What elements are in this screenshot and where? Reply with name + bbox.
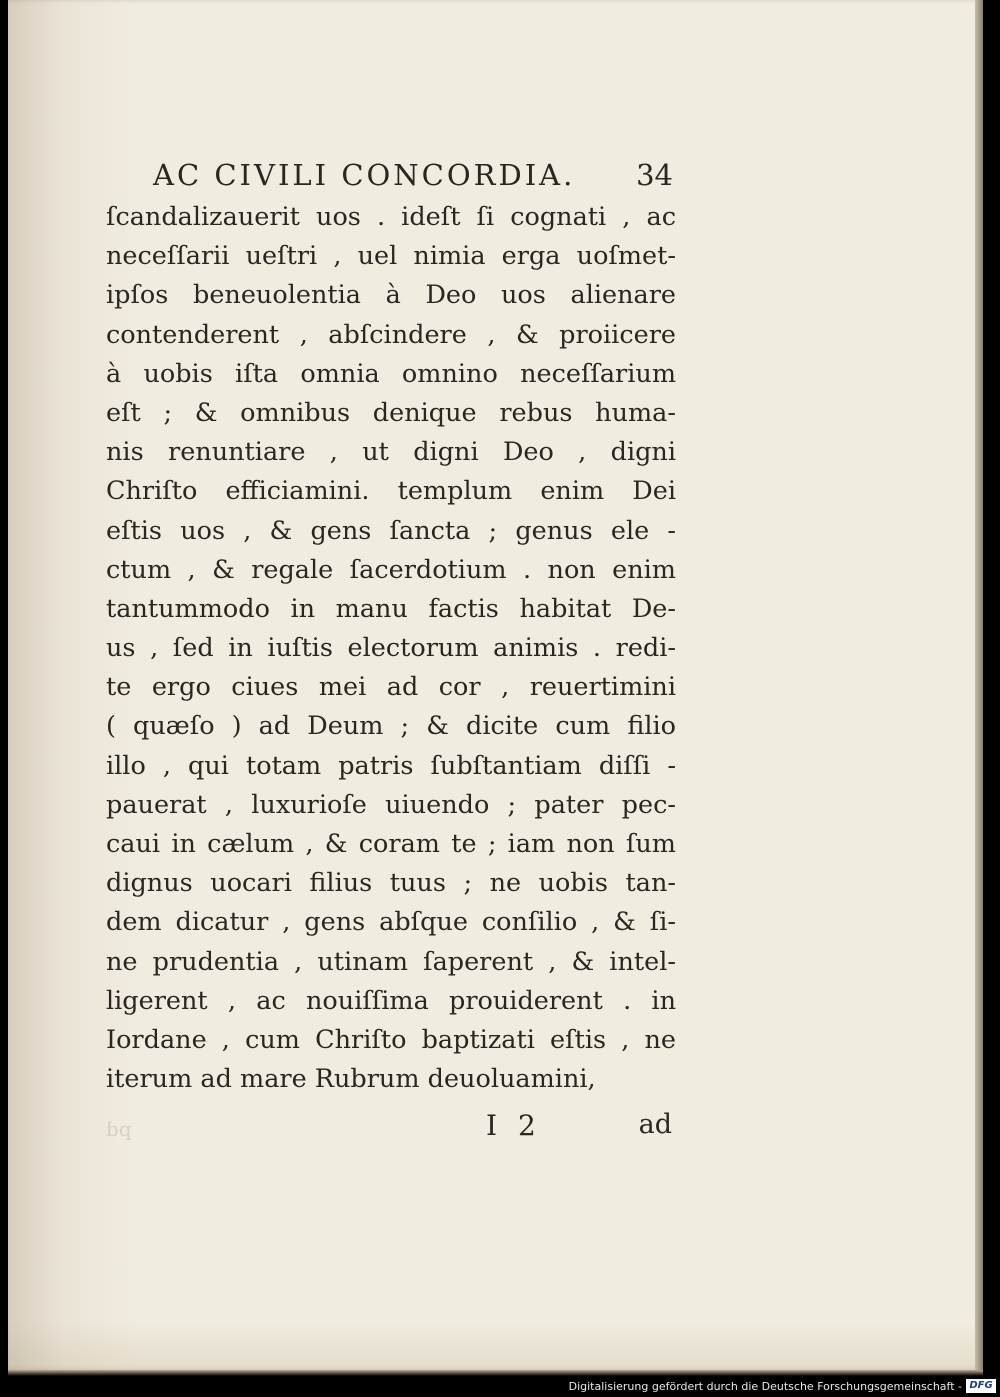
funding-credit: Digitalisierung gefördert durch die Deutsche Forschungsgemeinschaft - xyxy=(568,1380,962,1393)
running-head xyxy=(153,158,673,198)
catchword: ad xyxy=(638,1109,672,1140)
page-number: 34 xyxy=(636,158,673,192)
text-line: eſtis uos , & gens ſancta ; genus ele - xyxy=(106,515,676,546)
text-line: dignus uocari filius tuus ; ne uobis tan- xyxy=(106,868,676,899)
body-text xyxy=(106,198,676,1099)
text-line: ( quæſo ) ad Deum ; & dicite cum filio xyxy=(106,711,676,742)
text-line: ligerent , ac nouiſſima prouiderent . in xyxy=(106,985,676,1016)
text-line: dem dicatur , gens abſque conſilio , & ſi- xyxy=(106,907,676,938)
text-line: pauerat , luxurioſe uiuendo ; pater pec- xyxy=(106,789,676,820)
text-line: tantummodo in manu factis habitat De- xyxy=(106,593,676,624)
page-fore-edge xyxy=(975,0,983,1370)
page-footer xyxy=(106,1105,676,1145)
credit-bar xyxy=(0,1376,1000,1397)
text-line: caui in cælum , & coram te ; iam non ſum xyxy=(106,829,676,859)
text-line: à uobis iſta omnia omnino neceſſarium xyxy=(106,358,676,389)
signature-mark: I 2 xyxy=(486,1109,542,1142)
dfg-logo-icon: DFG xyxy=(966,1379,996,1393)
text-line: contenderent , abſcindere , & proiicere xyxy=(106,319,676,350)
text-line: ctum , & regale ſacerdotium . non enim xyxy=(106,554,676,585)
show-through-text: pd xyxy=(106,1117,132,1141)
running-title: AC CIVILI CONCORDIA. xyxy=(153,158,576,192)
text-line: ne prudentia , utinam ſaperent , & intel- xyxy=(106,946,676,977)
text-line: te ergo ciues mei ad cor , reuertimini xyxy=(106,672,676,703)
text-line: ipſos beneuolentia à Deo uos alienare xyxy=(106,280,676,311)
text-line: us , ſed in iuſtis electorum animis . redi- xyxy=(106,633,676,664)
text-line: Iordane , cum Chriſto baptizati eſtis , ne xyxy=(106,1024,676,1055)
text-line: neceſſarii ueſtri , uel nimia erga uoſmet- xyxy=(106,241,676,272)
text-line: ſcandalizauerit uos . ideſt ſi cognati , ac xyxy=(106,202,676,232)
text-line: eſt ; & omnibus denique rebus huma- xyxy=(106,397,676,428)
text-line: Chriſto efficiamini. templum enim Dei xyxy=(106,476,676,507)
text-line: iterum ad mare Rubrum deuoluamini, xyxy=(106,1064,596,1095)
book-page xyxy=(8,0,983,1370)
text-line: illo , qui totam patris ſubſtantiam diſſi - xyxy=(106,750,676,781)
text-line: nis renuntiare , ut digni Deo , digni xyxy=(106,437,676,468)
